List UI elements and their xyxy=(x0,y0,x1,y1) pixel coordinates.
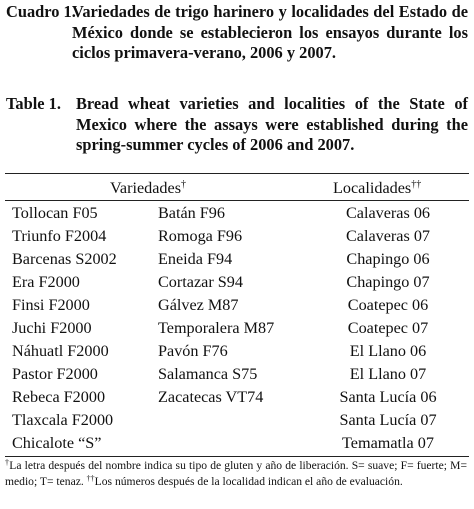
variety-cell: Gálvez M87 xyxy=(158,296,239,314)
variety-cell: Chicalote “S” xyxy=(12,434,102,452)
header-rule xyxy=(5,200,469,201)
header-localities xyxy=(333,178,421,198)
locality-cell: Calaveras 06 xyxy=(345,204,431,222)
header-localities-label: Localidades xyxy=(333,179,412,197)
caption-text-en: Bread wheat varieties and localities of the State of Mexico where the assays were established during the spring-summer cycles of 2006 and 2007. xyxy=(76,94,468,154)
footnote-mark-1: † xyxy=(5,458,10,467)
locality-cell: Calaveras 07 xyxy=(345,227,431,245)
caption-label-es: Cuadro 1. xyxy=(6,2,76,21)
locality-cell: Chapingo 07 xyxy=(346,273,430,291)
locality-cell: Temamatla 07 xyxy=(342,434,434,452)
variety-cell: Temporalera M87 xyxy=(158,319,275,337)
footnote-text-1: La letra después del nombre indica su tipo de gluten y año de liberación. S= suave; F= fuerte; M= medio; T= tenaz. xyxy=(5,459,467,488)
locality-cell: Santa Lucía 07 xyxy=(339,411,437,429)
locality-cell: El Llano 06 xyxy=(349,342,427,360)
locality-cell: Santa Lucía 06 xyxy=(339,388,437,406)
caption-spanish xyxy=(6,2,468,64)
footnote-mark-2: †† xyxy=(86,474,95,483)
variety-cell: Náhuatl F2000 xyxy=(12,342,109,360)
locality-cell: Coatepec 06 xyxy=(347,296,429,314)
header-varieties xyxy=(110,178,186,198)
variety-cell: Rebeca F2000 xyxy=(12,388,106,406)
variety-cell: Pavón F76 xyxy=(158,342,228,360)
variety-cell: Tlaxcala F2000 xyxy=(12,411,114,429)
table-bottom-rule xyxy=(5,456,469,457)
footnote xyxy=(5,458,467,490)
variety-cell: Barcenas S2002 xyxy=(12,250,117,268)
variety-cell: Cortazar S94 xyxy=(158,273,243,291)
caption-english xyxy=(6,94,468,156)
footnote-text-2: Los números después de la localidad indican el año de evaluación. xyxy=(94,475,403,488)
variety-cell: Era F2000 xyxy=(12,273,80,291)
variety-cell: Salamanca S75 xyxy=(158,365,258,383)
variety-cell: Juchi F2000 xyxy=(12,319,92,337)
caption-text-es: Variedades de trigo harinero y localidades del Estado de México donde se establecieron los ensayos durante los ciclos primavera-verano, 2006 y 2007. xyxy=(72,2,468,62)
table-top-rule xyxy=(5,173,469,174)
header-localities-mark: †† xyxy=(411,179,422,190)
variety-cell: Batán F96 xyxy=(158,204,225,222)
variety-cell: Eneida F94 xyxy=(158,250,233,268)
variety-cell: Triunfo F2004 xyxy=(12,227,107,245)
caption-label-en: Table 1. xyxy=(6,94,61,113)
variety-cell: Tollocan F05 xyxy=(12,204,98,222)
variety-cell: Zacatecas VT74 xyxy=(158,388,264,406)
variety-cell: Finsi F2000 xyxy=(12,296,90,314)
header-varieties-mark: † xyxy=(181,179,187,190)
variety-cell: Pastor F2000 xyxy=(12,365,98,383)
header-varieties-label: Variedades xyxy=(110,179,182,197)
variety-cell: Romoga F96 xyxy=(158,227,243,245)
locality-cell: Coatepec 07 xyxy=(347,319,429,337)
locality-cell: El Llano 07 xyxy=(349,365,427,383)
locality-cell: Chapingo 06 xyxy=(346,250,430,268)
